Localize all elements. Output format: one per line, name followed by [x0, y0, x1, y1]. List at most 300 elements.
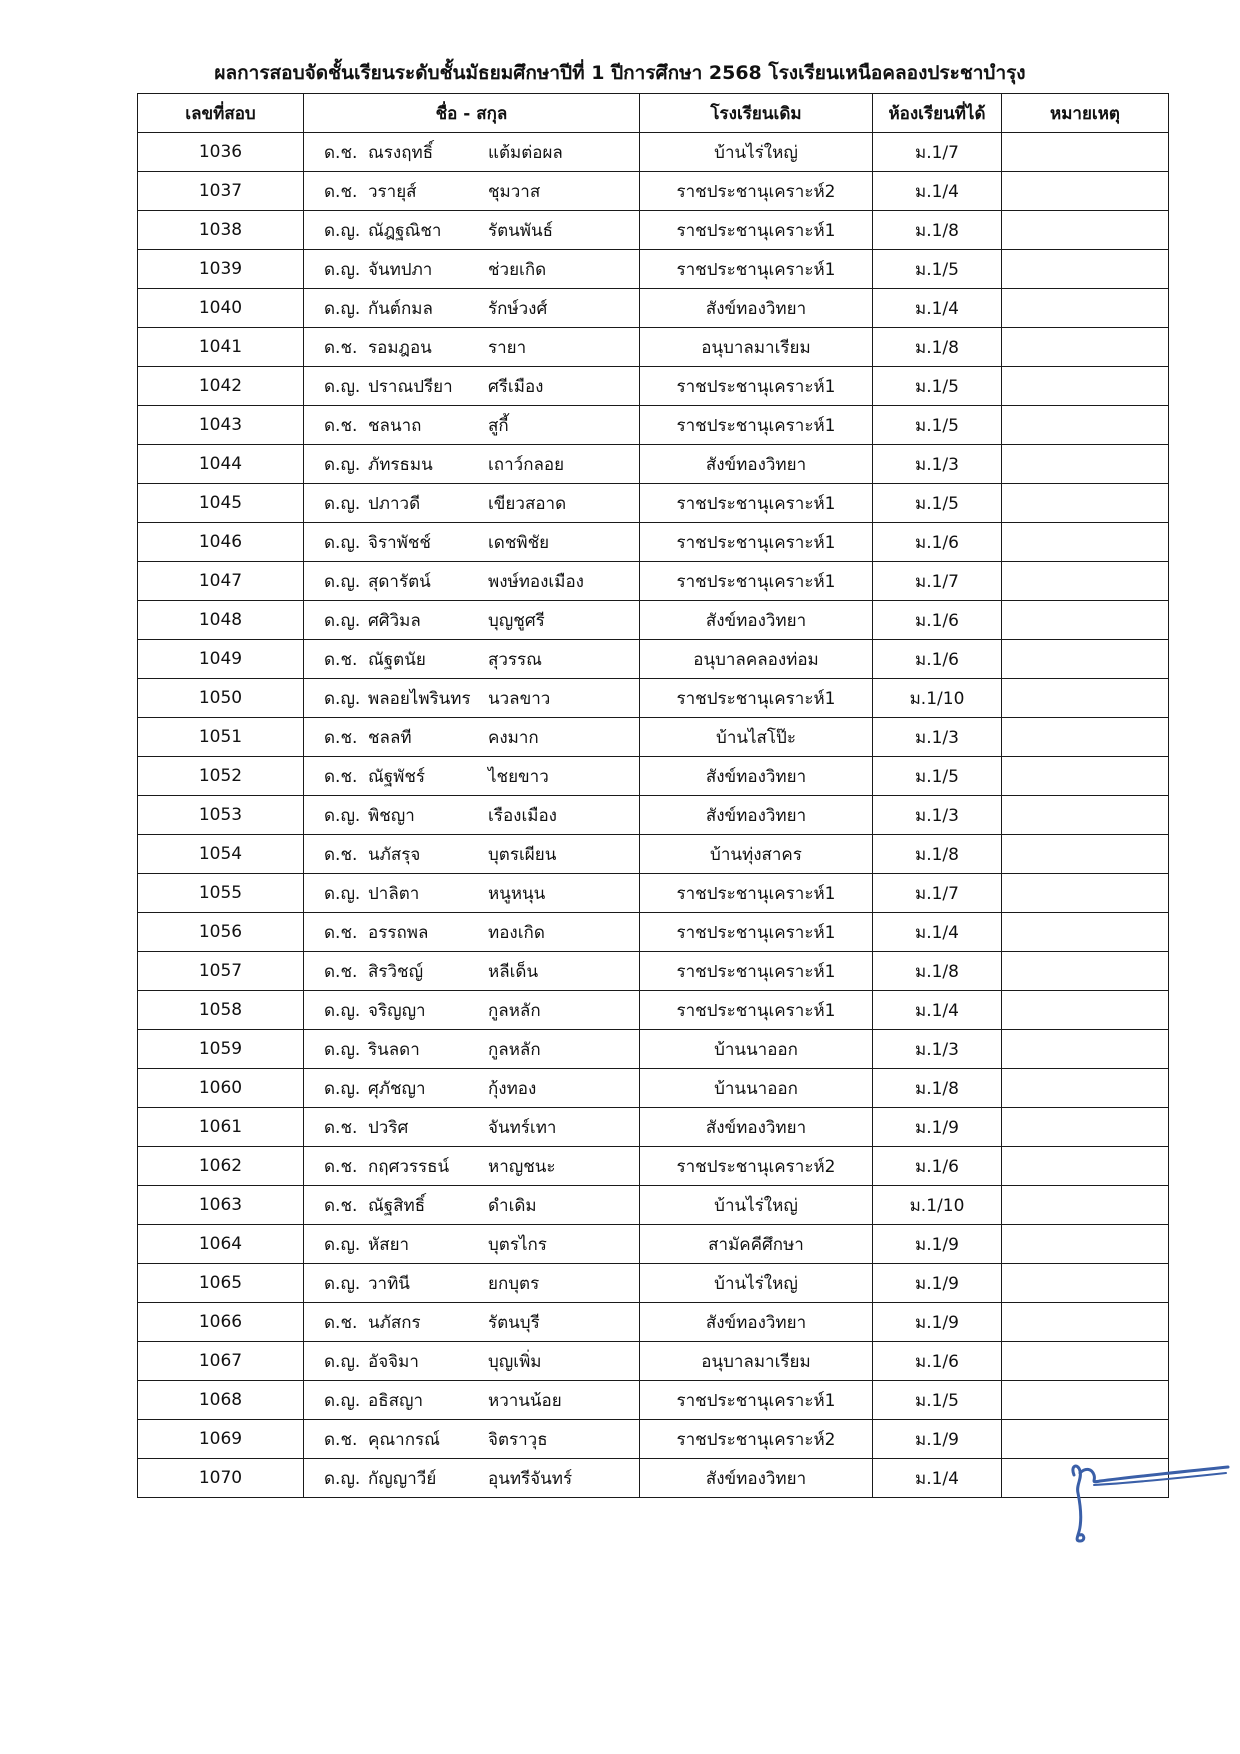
note-cell — [1002, 289, 1169, 328]
last-name: พงษ์ทองเมือง — [488, 571, 584, 592]
name-prefix: ด.ญ. — [324, 883, 361, 904]
note-cell — [1002, 796, 1169, 835]
school-cell: อนุบาลคลองท่อม — [640, 640, 873, 679]
first-name: พิชญา — [368, 805, 415, 826]
name-cell — [304, 445, 640, 484]
note-cell — [1002, 250, 1169, 289]
table-row — [138, 250, 1169, 289]
exam-id-cell: 1046 — [138, 523, 304, 562]
name-cell — [304, 1186, 640, 1225]
name-prefix: ด.ญ. — [324, 1234, 361, 1255]
exam-id-cell: 1067 — [138, 1342, 304, 1381]
first-name: ชลนาถ — [368, 415, 422, 436]
header-note: หมายเหตุ — [1002, 94, 1169, 133]
room-cell: ม.1/8 — [873, 211, 1002, 250]
school-cell: บ้านทุ่งสาคร — [640, 835, 873, 874]
first-name: จิราพัชช์ — [368, 532, 431, 553]
last-name: บุญชูศรี — [488, 610, 545, 631]
last-name: ชุมวาส — [488, 181, 541, 202]
exam-id-cell: 1055 — [138, 874, 304, 913]
name-prefix: ด.ช. — [324, 1429, 358, 1450]
first-name: ศศิวิมล — [368, 610, 421, 631]
last-name: บุตรไกร — [488, 1234, 547, 1255]
school-cell: ราชประชานุเคราะห์1 — [640, 211, 873, 250]
note-cell — [1002, 1108, 1169, 1147]
name-prefix: ด.ญ. — [324, 688, 361, 709]
exam-id-cell: 1063 — [138, 1186, 304, 1225]
table-row — [138, 211, 1169, 250]
first-name: ณัฐพัชร์ — [368, 766, 426, 787]
name-prefix: ด.ช. — [324, 337, 358, 358]
name-prefix: ด.ช. — [324, 727, 358, 748]
last-name: เขียวสอาด — [488, 493, 567, 514]
first-name: วรายุส์ — [368, 181, 417, 202]
room-cell: ม.1/6 — [873, 1342, 1002, 1381]
results-table — [137, 93, 1169, 1498]
school-cell: สังข์ทองวิทยา — [640, 796, 873, 835]
first-name: ณัฐสิทธิ์ — [368, 1195, 426, 1216]
table-row — [138, 913, 1169, 952]
note-cell — [1002, 757, 1169, 796]
table-row — [138, 991, 1169, 1030]
note-cell — [1002, 484, 1169, 523]
room-cell: ม.1/8 — [873, 1069, 1002, 1108]
note-cell — [1002, 133, 1169, 172]
last-name: เรืองเมือง — [488, 805, 557, 826]
room-cell: ม.1/8 — [873, 952, 1002, 991]
exam-id-cell: 1038 — [138, 211, 304, 250]
note-cell — [1002, 1069, 1169, 1108]
first-name: ณัฎฐณิชา — [368, 220, 442, 241]
header-exam-id: เลขที่สอบ — [138, 94, 304, 133]
table-row — [138, 1147, 1169, 1186]
school-cell: อนุบาลมาเรียม — [640, 1342, 873, 1381]
first-name: อัจจิมา — [368, 1351, 419, 1372]
room-cell: ม.1/4 — [873, 913, 1002, 952]
first-name: ปภาวดี — [368, 493, 421, 514]
school-cell: สังข์ทองวิทยา — [640, 445, 873, 484]
name-prefix: ด.ช. — [324, 1312, 358, 1333]
note-cell — [1002, 1342, 1169, 1381]
name-cell — [304, 484, 640, 523]
name-prefix: ด.ช. — [324, 1156, 358, 1177]
name-prefix: ด.ช. — [324, 415, 358, 436]
first-name: หัสยา — [368, 1234, 410, 1255]
name-cell — [304, 796, 640, 835]
table-row — [138, 328, 1169, 367]
school-cell: ราชประชานุเคราะห์1 — [640, 874, 873, 913]
name-prefix: ด.ญ. — [324, 1000, 361, 1021]
exam-id-cell: 1070 — [138, 1459, 304, 1498]
name-cell — [304, 328, 640, 367]
last-name: ยกบุตร — [488, 1273, 540, 1294]
note-cell — [1002, 718, 1169, 757]
table-body — [138, 133, 1169, 1498]
last-name: สุวรรณ — [488, 649, 542, 670]
room-cell: ม.1/7 — [873, 874, 1002, 913]
name-cell — [304, 757, 640, 796]
last-name: หาญชนะ — [488, 1156, 556, 1177]
table-row — [138, 289, 1169, 328]
name-prefix: ด.ญ. — [324, 1039, 361, 1060]
first-name: ณรงฤทธิ์ — [368, 142, 434, 163]
first-name: ชลลที — [368, 727, 412, 748]
exam-id-cell: 1053 — [138, 796, 304, 835]
name-cell — [304, 1420, 640, 1459]
header-school: โรงเรียนเดิม — [640, 94, 873, 133]
first-name: ปวริศ — [368, 1117, 409, 1138]
note-cell — [1002, 523, 1169, 562]
name-prefix: ด.ช. — [324, 1195, 358, 1216]
school-cell: สังข์ทองวิทยา — [640, 1108, 873, 1147]
first-name: ศุภัชญา — [368, 1078, 426, 1099]
table-row — [138, 1108, 1169, 1147]
school-cell: บ้านไร่ใหญ่ — [640, 133, 873, 172]
note-cell — [1002, 640, 1169, 679]
school-cell: สังข์ทองวิทยา — [640, 289, 873, 328]
room-cell: ม.1/4 — [873, 289, 1002, 328]
last-name: รัตนพันธ์ — [488, 220, 553, 241]
name-cell — [304, 952, 640, 991]
room-cell: ม.1/3 — [873, 796, 1002, 835]
note-cell — [1002, 1225, 1169, 1264]
first-name: วาทินี — [368, 1273, 410, 1294]
table-row — [138, 1225, 1169, 1264]
school-cell: ราชประชานุเคราะห์1 — [640, 913, 873, 952]
room-cell: ม.1/3 — [873, 1030, 1002, 1069]
name-prefix: ด.ช. — [324, 142, 358, 163]
name-prefix: ด.ช. — [324, 961, 358, 982]
school-cell: บ้านไสโป๊ะ — [640, 718, 873, 757]
last-name: หนูหนุน — [488, 883, 546, 904]
table-row — [138, 718, 1169, 757]
last-name: รัตนบุรี — [488, 1312, 540, 1333]
note-cell — [1002, 367, 1169, 406]
name-cell — [304, 367, 640, 406]
last-name: คงมาก — [488, 727, 539, 748]
first-name: สุดารัตน์ — [368, 571, 431, 592]
last-name: หลีเด็น — [488, 961, 539, 982]
name-cell — [304, 1030, 640, 1069]
note-cell — [1002, 679, 1169, 718]
exam-id-cell: 1057 — [138, 952, 304, 991]
name-prefix: ด.ญ. — [324, 532, 361, 553]
first-name: นภัสกร — [368, 1312, 421, 1333]
school-cell: ราชประชานุเคราะห์1 — [640, 523, 873, 562]
note-cell — [1002, 601, 1169, 640]
name-prefix: ด.ญ. — [324, 454, 361, 475]
name-cell — [304, 874, 640, 913]
table-row — [138, 679, 1169, 718]
exam-id-cell: 1052 — [138, 757, 304, 796]
last-name: ไชยขาว — [488, 766, 549, 787]
first-name: อธิสญา — [368, 1390, 423, 1411]
table-row — [138, 1381, 1169, 1420]
room-cell: ม.1/9 — [873, 1303, 1002, 1342]
first-name: คุณากรณ์ — [368, 1429, 440, 1450]
last-name: เดชพิชัย — [488, 532, 550, 553]
room-cell: ม.1/6 — [873, 640, 1002, 679]
name-cell — [304, 1342, 640, 1381]
table-row — [138, 445, 1169, 484]
exam-id-cell: 1059 — [138, 1030, 304, 1069]
exam-id-cell: 1036 — [138, 133, 304, 172]
name-cell — [304, 133, 640, 172]
first-name: รอมฎอน — [368, 337, 432, 358]
note-cell — [1002, 1030, 1169, 1069]
room-cell: ม.1/10 — [873, 679, 1002, 718]
first-name: ปาลิตา — [368, 883, 420, 904]
room-cell: ม.1/4 — [873, 172, 1002, 211]
name-cell — [304, 835, 640, 874]
room-cell: ม.1/9 — [873, 1225, 1002, 1264]
exam-id-cell: 1062 — [138, 1147, 304, 1186]
note-cell — [1002, 445, 1169, 484]
note-cell — [1002, 1264, 1169, 1303]
name-prefix: ด.ญ. — [324, 1078, 361, 1099]
name-cell — [304, 679, 640, 718]
exam-id-cell: 1039 — [138, 250, 304, 289]
last-name: บุญเพิ่ม — [488, 1351, 542, 1372]
note-cell — [1002, 1420, 1169, 1459]
room-cell: ม.1/5 — [873, 406, 1002, 445]
last-name: อุนทรีจันทร์ — [488, 1468, 573, 1489]
last-name: จันทร์เทา — [488, 1117, 557, 1138]
room-cell: ม.1/7 — [873, 133, 1002, 172]
note-cell — [1002, 211, 1169, 250]
exam-id-cell: 1048 — [138, 601, 304, 640]
table-row — [138, 523, 1169, 562]
name-prefix: ด.ญ. — [324, 610, 361, 631]
last-name: กูลหลัก — [488, 1039, 541, 1060]
name-prefix: ด.ช. — [324, 649, 358, 670]
table-row — [138, 1030, 1169, 1069]
school-cell: สังข์ทองวิทยา — [640, 757, 873, 796]
first-name: สิรวิชญ์ — [368, 961, 424, 982]
table-row — [138, 952, 1169, 991]
exam-id-cell: 1054 — [138, 835, 304, 874]
exam-id-cell: 1056 — [138, 913, 304, 952]
school-cell: ราชประชานุเคราะห์1 — [640, 1381, 873, 1420]
exam-id-cell: 1069 — [138, 1420, 304, 1459]
last-name: รักษ์วงศ์ — [488, 298, 548, 319]
note-cell — [1002, 1147, 1169, 1186]
school-cell: ราชประชานุเคราะห์1 — [640, 562, 873, 601]
exam-id-cell: 1061 — [138, 1108, 304, 1147]
table-row — [138, 1420, 1169, 1459]
school-cell: ราชประชานุเคราะห์2 — [640, 1147, 873, 1186]
name-cell — [304, 406, 640, 445]
note-cell — [1002, 991, 1169, 1030]
name-cell — [304, 1225, 640, 1264]
last-name: แต้มต่อผล — [488, 142, 563, 163]
table-row — [138, 1186, 1169, 1225]
last-name: บุตรเผียน — [488, 844, 557, 865]
name-cell — [304, 640, 640, 679]
exam-id-cell: 1064 — [138, 1225, 304, 1264]
last-name: หวานน้อย — [488, 1390, 562, 1411]
note-cell — [1002, 1303, 1169, 1342]
exam-id-cell: 1058 — [138, 991, 304, 1030]
school-cell: บ้านไร่ใหญ่ — [640, 1186, 873, 1225]
first-name: ภัทรธมน — [368, 454, 433, 475]
name-prefix: ด.ญ. — [324, 805, 361, 826]
header-name: ชื่อ - สกุล — [304, 94, 640, 133]
name-cell — [304, 601, 640, 640]
exam-id-cell: 1037 — [138, 172, 304, 211]
table-row — [138, 874, 1169, 913]
last-name: ทองเกิด — [488, 922, 545, 943]
name-prefix: ด.ช. — [324, 181, 358, 202]
exam-id-cell: 1060 — [138, 1069, 304, 1108]
name-prefix: ด.ญ. — [324, 220, 361, 241]
exam-id-cell: 1044 — [138, 445, 304, 484]
page-title: ผลการสอบจัดชั้นเรียนระดับชั้นมัธยมศึกษาปีที่ 1 ปีการศึกษา 2568 โรงเรียนเหนือคลองประชาบำรุง — [214, 62, 1026, 84]
name-prefix: ด.ญ. — [324, 1351, 361, 1372]
school-cell: ราชประชานุเคราะห์2 — [640, 1420, 873, 1459]
room-cell: ม.1/4 — [873, 1459, 1002, 1498]
table-row — [138, 1459, 1169, 1498]
school-cell: ราชประชานุเคราะห์1 — [640, 484, 873, 523]
room-cell: ม.1/6 — [873, 1147, 1002, 1186]
name-prefix: ด.ญ. — [324, 1468, 361, 1489]
note-cell — [1002, 952, 1169, 991]
name-prefix: ด.ญ. — [324, 259, 361, 280]
school-cell: ราชประชานุเคราะห์1 — [640, 991, 873, 1030]
school-cell: ราชประชานุเคราะห์1 — [640, 250, 873, 289]
school-cell: ราชประชานุเคราะห์1 — [640, 952, 873, 991]
name-prefix: ด.ช. — [324, 844, 358, 865]
room-cell: ม.1/6 — [873, 523, 1002, 562]
first-name: พลอยไพรินทร — [368, 688, 471, 709]
exam-id-cell: 1040 — [138, 289, 304, 328]
room-cell: ม.1/6 — [873, 601, 1002, 640]
name-cell — [304, 562, 640, 601]
room-cell: ม.1/5 — [873, 757, 1002, 796]
table-row — [138, 601, 1169, 640]
first-name: จริญญา — [368, 1000, 426, 1021]
name-cell — [304, 718, 640, 757]
note-cell — [1002, 562, 1169, 601]
school-cell: บ้านนาออก — [640, 1069, 873, 1108]
name-prefix: ด.ญ. — [324, 571, 361, 592]
name-cell — [304, 991, 640, 1030]
first-name: ปราณปรียา — [368, 376, 453, 397]
last-name: กูลหลัก — [488, 1000, 541, 1021]
name-prefix: ด.ญ. — [324, 1390, 361, 1411]
last-name: นวลขาว — [488, 688, 551, 709]
room-cell: ม.1/5 — [873, 250, 1002, 289]
exam-id-cell: 1051 — [138, 718, 304, 757]
table-row — [138, 133, 1169, 172]
table-row — [138, 640, 1169, 679]
exam-id-cell: 1047 — [138, 562, 304, 601]
table-row — [138, 1069, 1169, 1108]
school-cell: สามัคคีศึกษา — [640, 1225, 873, 1264]
table-row — [138, 1303, 1169, 1342]
table-row — [138, 484, 1169, 523]
school-cell: อนุบาลมาเรียม — [640, 328, 873, 367]
note-cell — [1002, 1186, 1169, 1225]
school-cell: สังข์ทองวิทยา — [640, 601, 873, 640]
school-cell: สังข์ทองวิทยา — [640, 1303, 873, 1342]
school-cell: ราชประชานุเคราะห์1 — [640, 406, 873, 445]
note-cell — [1002, 1381, 1169, 1420]
last-name: สูกี้ — [488, 415, 509, 436]
name-prefix: ด.ญ. — [324, 298, 361, 319]
first-name: กันต์กมล — [368, 298, 433, 319]
room-cell: ม.1/9 — [873, 1264, 1002, 1303]
room-cell: ม.1/7 — [873, 562, 1002, 601]
name-cell — [304, 913, 640, 952]
exam-id-cell: 1050 — [138, 679, 304, 718]
name-cell — [304, 211, 640, 250]
exam-id-cell: 1049 — [138, 640, 304, 679]
name-cell — [304, 1108, 640, 1147]
last-name: เถาว์กลอย — [488, 454, 565, 475]
room-cell: ม.1/3 — [873, 718, 1002, 757]
first-name: กฤศวรรธน์ — [368, 1156, 450, 1177]
last-name: จิตราวุธ — [488, 1429, 548, 1450]
last-name: ดำเดิม — [488, 1195, 537, 1216]
table-row — [138, 757, 1169, 796]
name-prefix: ด.ญ. — [324, 1273, 361, 1294]
note-cell — [1002, 874, 1169, 913]
name-prefix: ด.ญ. — [324, 376, 361, 397]
first-name: นภัสรุจ — [368, 844, 421, 865]
note-cell — [1002, 328, 1169, 367]
last-name: ช่วยเกิด — [488, 259, 547, 280]
table-row — [138, 796, 1169, 835]
signature-mark — [1060, 1455, 1230, 1565]
name-cell — [304, 1069, 640, 1108]
room-cell: ม.1/5 — [873, 1381, 1002, 1420]
table-row — [138, 835, 1169, 874]
room-cell: ม.1/10 — [873, 1186, 1002, 1225]
table-row — [138, 1342, 1169, 1381]
room-cell: ม.1/5 — [873, 484, 1002, 523]
note-cell — [1002, 172, 1169, 211]
exam-id-cell: 1041 — [138, 328, 304, 367]
name-prefix: ด.ช. — [324, 922, 358, 943]
school-cell: บ้านนาออก — [640, 1030, 873, 1069]
note-cell — [1002, 835, 1169, 874]
room-cell: ม.1/8 — [873, 328, 1002, 367]
exam-id-cell: 1066 — [138, 1303, 304, 1342]
table-row — [138, 406, 1169, 445]
table-header-row — [138, 94, 1169, 133]
room-cell: ม.1/4 — [873, 991, 1002, 1030]
first-name: กัญญาวีย์ — [368, 1468, 437, 1489]
first-name: ณัฐตนัย — [368, 649, 426, 670]
first-name: จันทปภา — [368, 259, 433, 280]
name-cell — [304, 250, 640, 289]
school-cell: ราชประชานุเคราะห์1 — [640, 367, 873, 406]
room-cell: ม.1/5 — [873, 367, 1002, 406]
name-cell — [304, 1381, 640, 1420]
header-room: ห้องเรียนที่ได้ — [873, 94, 1002, 133]
last-name: กุ้งทอง — [488, 1078, 537, 1099]
note-cell — [1002, 406, 1169, 445]
first-name: อรรถพล — [368, 922, 429, 943]
exam-id-cell: 1068 — [138, 1381, 304, 1420]
name-prefix: ด.ช. — [324, 1117, 358, 1138]
name-cell — [304, 1459, 640, 1498]
name-prefix: ด.ญ. — [324, 493, 361, 514]
name-cell — [304, 172, 640, 211]
room-cell: ม.1/8 — [873, 835, 1002, 874]
exam-id-cell: 1065 — [138, 1264, 304, 1303]
